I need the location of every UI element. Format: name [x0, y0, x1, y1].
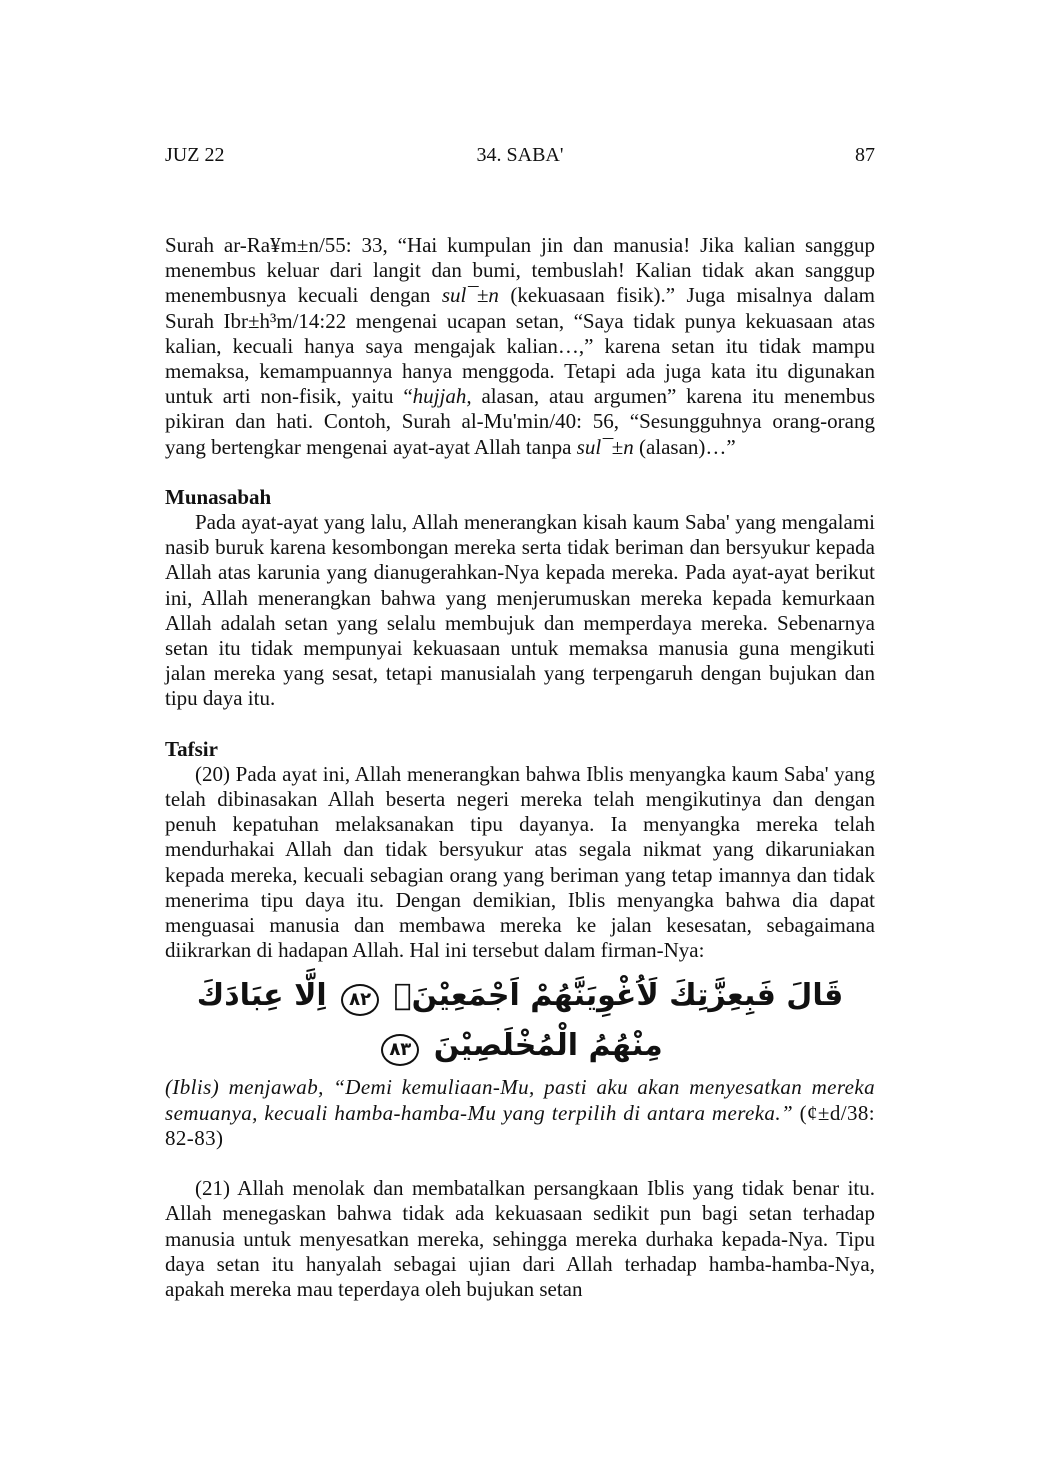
arabic-text: قَالَ فَبِعِزَّتِكَ لَاُغْوِيَنَّهُمْ اَجْمَعِيْنَۙ [393, 978, 844, 1014]
page-body [165, 233, 875, 1302]
translation-text: (Iblis) menjawab, “Demi kemuliaan-Mu, pasti aku akan menyesatkan mereka semuanya, kecuali hamba-hamba-Mu yang terpilih di antara mereka.” [165, 1075, 875, 1125]
tafsir-paragraph-21: (21) Allah menolak dan membatalkan persangkaan Iblis yang tidak benar itu. Allah menegaskan bahwa tidak ada kekuasaan sedikit pun bagi setan terhadap manusia untuk menyesatkan mereka, sehingga mereka durhaka kepada-Nya. Tipu daya setan itu hanyalah sebagai ujian dari Allah terhadap hamba-hamba-Nya, apakah mereka mau teperdaya oleh bujukan setan [165, 1176, 875, 1301]
text: (alasan)…” [633, 434, 736, 459]
juz-label: JUZ 22 [165, 144, 225, 166]
intro-paragraph [165, 233, 875, 460]
italic-term: sul¯±n [576, 434, 634, 459]
text: (kekuasaan fisik).” Juga misalnya dalam Surah Ibr±h³m/14:22 mengenai ucapan setan, “Saya tidak punya kekuasaan atas kalian, kecuali hanya saya mengajak kalian…,” karena setan itu tidak mampu memaksa, kemampuannya hanya menggoda. Tetapi ada juga kata itu digunakan untuk arti non-fisik, yaitu “ [165, 283, 876, 409]
tafsir-paragraph-20: (20) Pada ayat ini, Allah menerangkan bahwa Iblis menyangka kaum Saba' yang telah dibinasakan Allah beserta negeri mereka telah mengikutinya dan dengan penuh kepatuhan melaksanakan tipu dayanya. Ia menyangka mereka telah mendurhakai Allah dan tidak bersyukur atas segala nikmat yang dikaruniakan kepada mereka, kecuali sebagian orang yang beriman yang tetap imannya dan tidak menerima tipu daya itu. Dengan demikian, Iblis menyangka bahwa dia dapat menguasai manusia dan membawa mereka ke jalan kesesatan, sebagaimana diikrarkan di hadapan Allah. Hal ini tersebut dalam firman-Nya: [165, 761, 875, 963]
ayah-number-marker: ٨٣ [381, 1034, 419, 1066]
munasabah-paragraph: Pada ayat-ayat yang lalu, Allah menerangkan kisah kaum Saba' yang mengalami nasib buruk karena kesombongan mereka serta tidak beriman dan bersyukur kepada Allah atas karunia yang dianugerahkan-Nya kepada mereka. Pada ayat-ayat berikut ini, Allah menerangkan bahwa yang menjerumuskan mereka kepada kemurkaan Allah adalah setan yang selalu membujuk dan memperdaya mereka. Sebenarnya setan itu tidak mempunyai kekuasaan untuk memaksa manusia guna mengikuti jalan mereka yang sesat, tetapi manusialah yang terpengaruh dengan bujukan dan tipu daya itu. [165, 510, 875, 711]
arabic-verse [165, 971, 875, 1071]
text: Surah ar-Ra¥m±n/55: 33, “Hai kumpulan jin dan manusia! Jika kalian sanggup menembus keluar dari langit dan bumi, tembuslah! Kalian tidak akan sanggup menembusnya kecuali dengan [165, 233, 875, 308]
italic-term: sul¯±n [441, 283, 499, 308]
text: alasan, atau argumen” karena itu menembus pikiran dan hati. Contoh, Surah al-Mu'min/40: 56, “Sesungguhnya orang-orang yang bertengkar mengenai ayat-ayat Allah tanpa [165, 384, 875, 459]
arabic-text: اِلَّا عِبَادَكَ مِنْهُمُ الْمُخْلَصِيْنَ [196, 978, 663, 1064]
verse-translation [165, 1075, 875, 1151]
page-number: 87 [855, 144, 875, 166]
page-header [165, 144, 875, 170]
ayah-number-marker: ٨٢ [341, 984, 379, 1016]
surah-title: 34. SABA' [476, 144, 564, 166]
italic-term: hujjah, [412, 384, 472, 409]
munasabah-heading: Munasabah [165, 484, 272, 509]
tafsir-heading: Tafsir [165, 736, 218, 761]
verse-reference: (¢±d/38: 82-83) [165, 1100, 875, 1150]
